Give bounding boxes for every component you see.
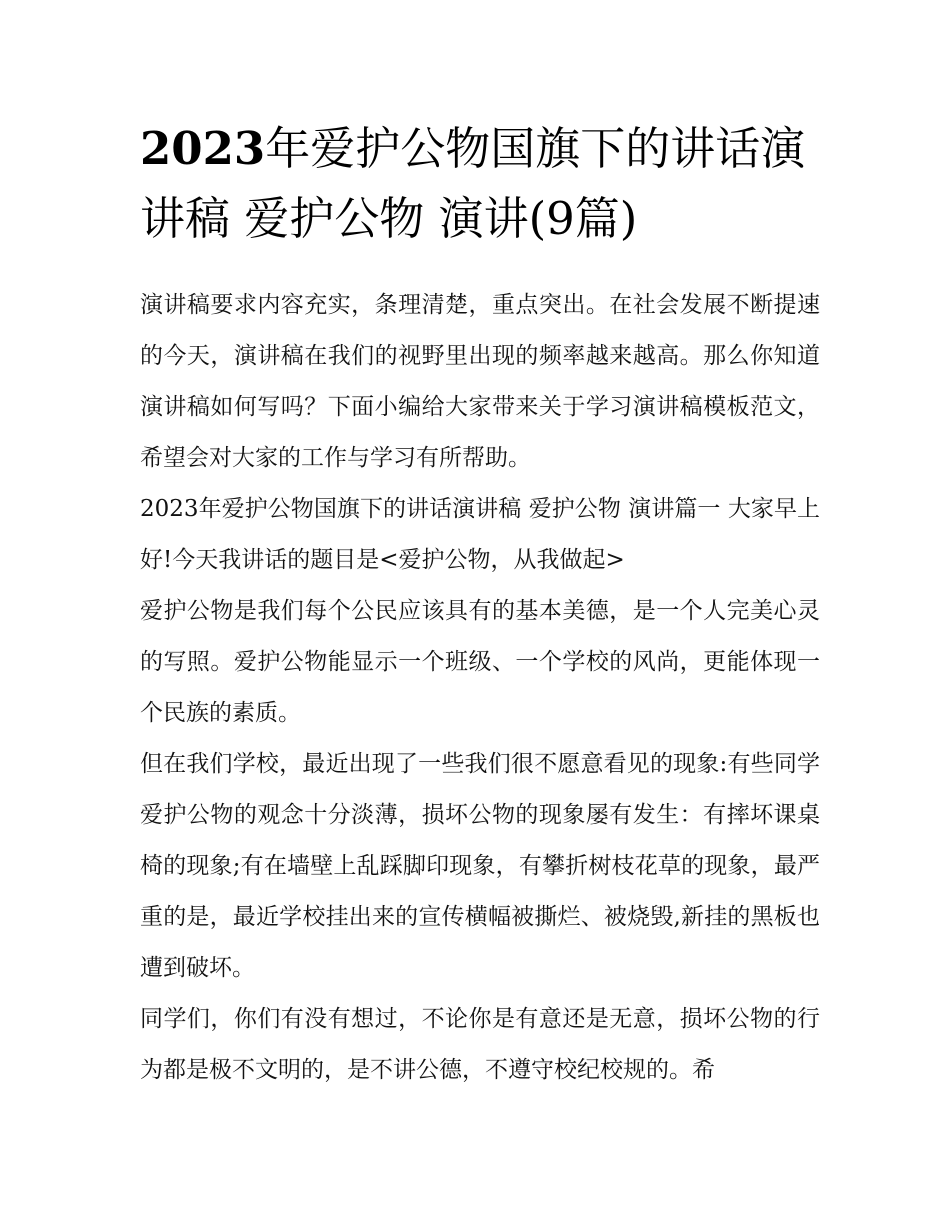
title-year: 2023 <box>140 122 266 175</box>
paragraph-speech-heading: 2023年爱护公物国旗下的讲话演讲稿 爱护公物 演讲篇一 大家早上好!今天我讲话的题目是<爱护公物，从我做起> <box>140 496 820 573</box>
document-body <box>140 280 820 1096</box>
paragraph-intro: 演讲稿要求内容充实，条理清楚，重点突出。在社会发展不断提速的今天，演讲稿在我们的视野里出现的频率越来越高。那么你知道演讲稿如何写吗？下面小编给大家带来关于学习演讲稿模板范文，希望会对大家的工作与学习有所帮助。 <box>140 292 820 471</box>
document-title <box>140 114 820 254</box>
title-text: 年爱护公物国旗下的讲话演讲稿 爱护公物 演讲(9篇) <box>140 122 806 245</box>
paragraph-virtue: 爱护公物是我们每个公民应该具有的基本美德，是一个人完美心灵的写照。爱护公物能显示一个班级、一个学校的风尚，更能体现一个民族的素质。 <box>140 598 820 726</box>
paragraph-problems: 但在我们学校，最近出现了一些我们很不愿意看见的现象:有些同学爱护公物的观念十分淡薄，损坏公物的现象屡有发生：有摔坏课桌椅的现象;有在墙壁上乱踩脚印现象，有攀折树枝花草的现象，最严重的是，最近学校挂出来的宣传横幅被撕烂、被烧毁,新挂的黑板也遭到破坏。 <box>140 751 820 981</box>
paragraph-appeal: 同学们，你们有没有想过，不论你是有意还是无意，损坏公物的行为都是极不文明的，是不讲公德，不遵守校纪校规的。希 <box>140 1006 820 1083</box>
